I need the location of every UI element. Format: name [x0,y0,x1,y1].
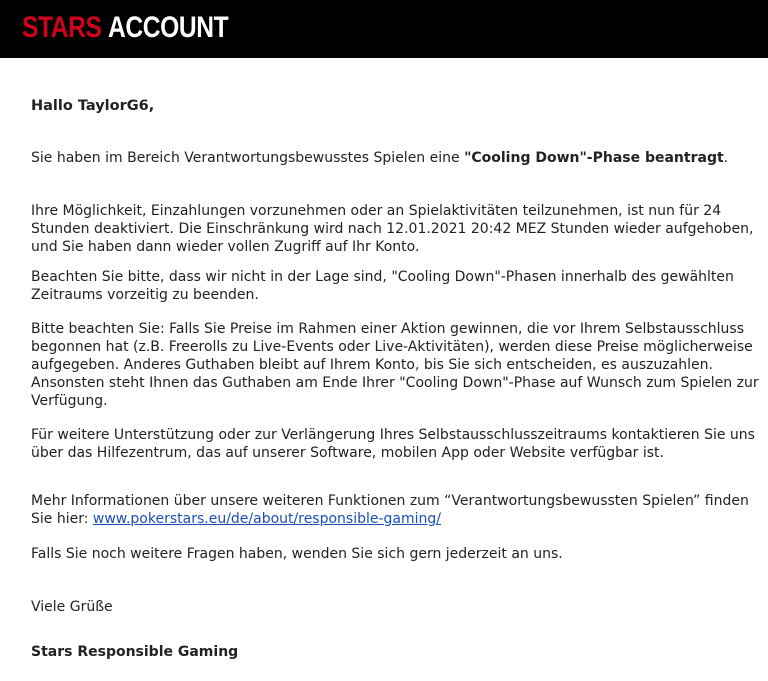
paragraph-cooling-down-request [31,149,761,167]
paragraph-questions: Falls Sie noch weitere Fragen haben, wenden Sie sich gern jederzeit an uns. [31,546,563,562]
email-header [0,0,768,58]
logo-stars-text: STARS [22,11,102,44]
p1-bold-text: "Cooling Down"-Phase beantragt [464,150,724,166]
greeting: Hallo TaylorG6, [31,98,155,114]
stars-account-logo [22,8,228,48]
paragraph-more-info [31,492,761,528]
p1-end: . [723,150,729,166]
paragraph-deactivation: Ihre Möglichkeit, Einzahlungen vorzunehmen oder an Spielaktivitäten teilzunehmen, ist nun für 24 Stunden deaktiviert. Die Einschränkung wird nach 12.01.2021 20:42 MEZ Stunden wieder aufgehoben, und Sie haben dann wieder vollen Zugriff auf Ihr Konto. [31,203,754,255]
paragraph-prizes-note: Bitte beachten Sie: Falls Sie Preise im Rahmen einer Aktion gewinnen, die vor Ihrem Selbstausschluss begonnen hat (z.B. Freerolls zu Live-Events oder Live-Aktivitäten), werden diese Preise möglicherweise aufgegeben. Anderes Guthaben bleibt auf Ihrem Konto, bis Sie sich entscheiden, es auszuzahlen. Ansonsten steht Ihnen das Guthaben am Ende Ihrer "Cooling Down"-Phase auf Wunsch zum Spielen zur Verfügung. [31,321,759,409]
signature: Stars Responsible Gaming [31,644,239,660]
closing: Viele Grüße [31,599,113,615]
paragraph-support: Für weitere Unterstützung oder zur Verlängerung Ihres Selbstausschlusszeitraums kontaktieren Sie uns über das Hilfezentrum, das auf unserer Software, mobilen App oder Website verfügbar ist. [31,427,755,461]
paragraph-no-early-end: Beachten Sie bitte, dass wir nicht in der Lage sind, "Cooling Down"-Phasen innerhalb des gewählten Zeitraums vorzeitig zu beenden. [31,269,734,303]
p6-text: Mehr Informationen über unsere weiteren Funktionen zum “Verantwortungsbewussten Spielen” finden Sie hier: [31,493,749,527]
logo-account-text: ACCOUNT [108,11,229,44]
responsible-gaming-link[interactable]: www.pokerstars.eu/de/about/responsible-gaming/ [92,511,442,527]
p1-text: Sie haben im Bereich Verantwortungsbewusstes Spielen eine [31,150,465,166]
